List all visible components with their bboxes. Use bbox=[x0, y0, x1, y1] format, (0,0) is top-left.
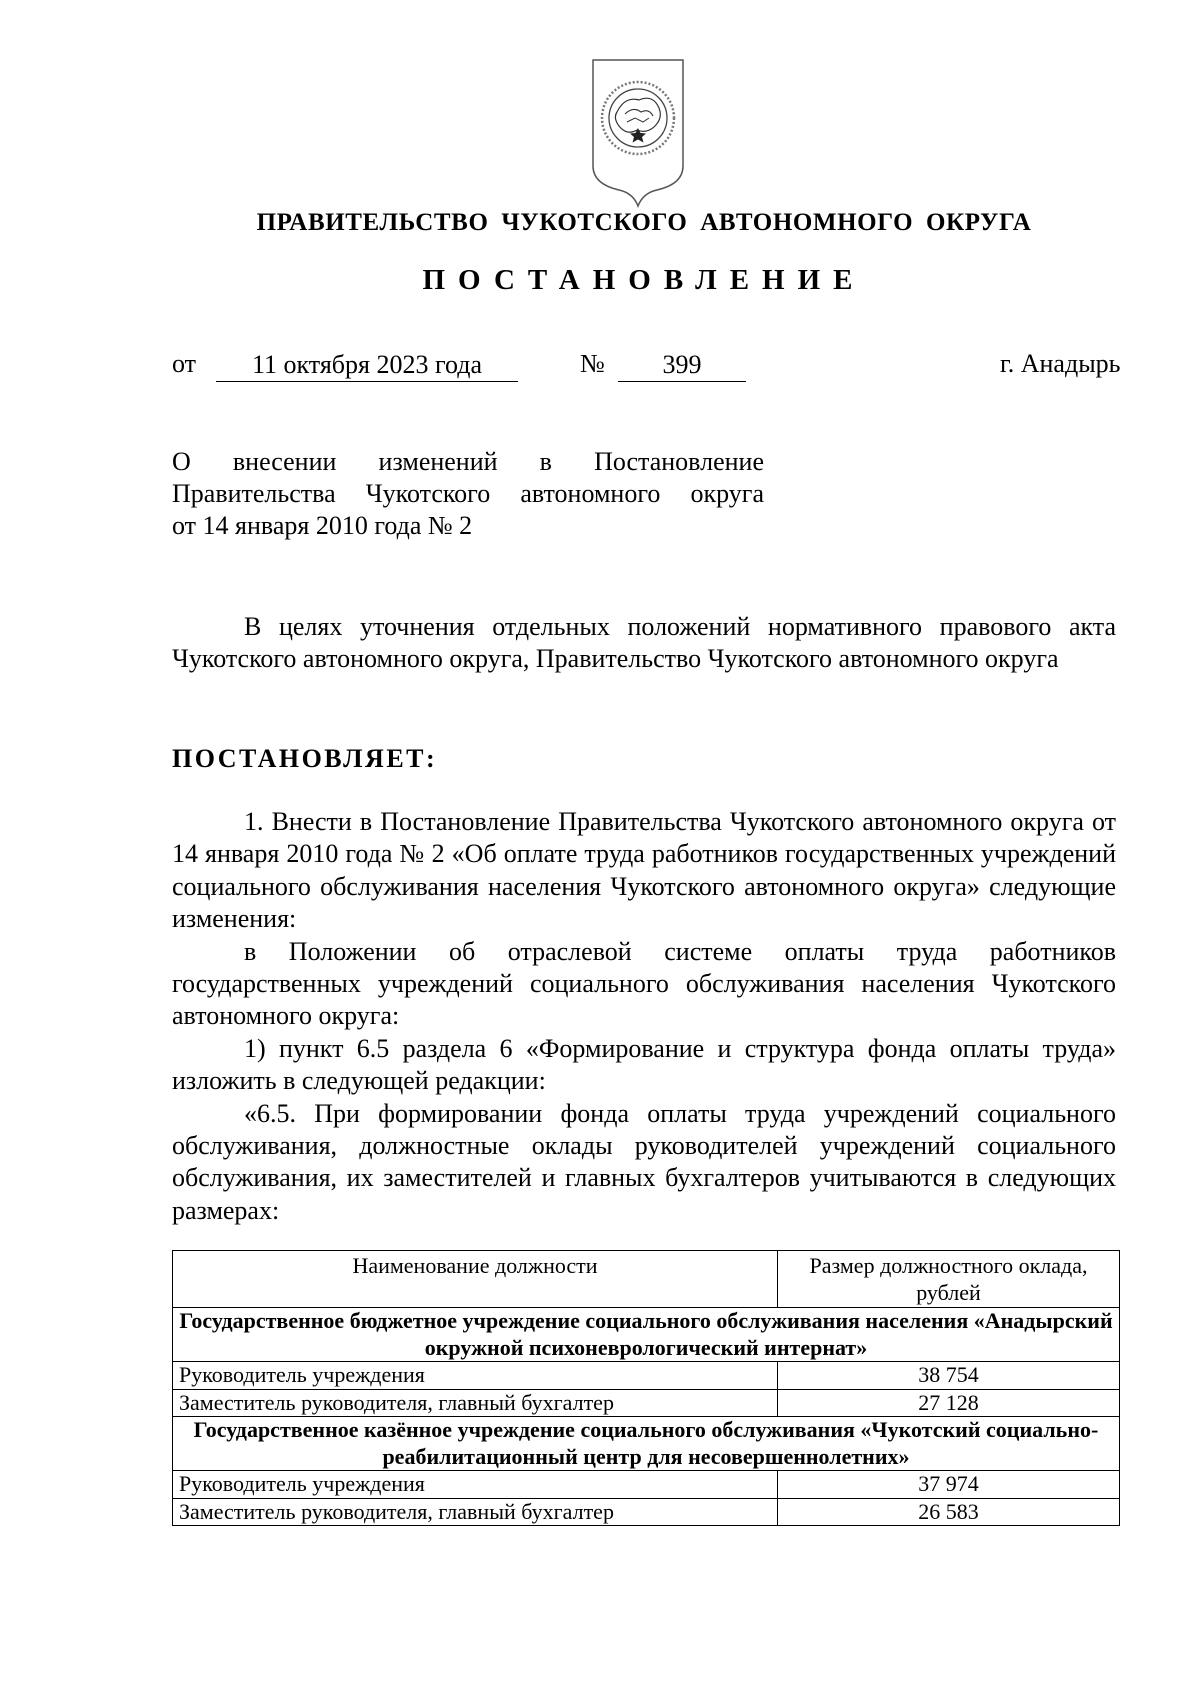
resolution-body bbox=[172, 806, 1116, 1227]
institution-title: Государственное бюджетное учреждение социального обслуживания населения «Анадырский окружной психоневрологический интернат» bbox=[173, 1308, 1120, 1362]
column-header-position: Наименование должности bbox=[173, 1251, 778, 1308]
document-number-text: 399 bbox=[662, 350, 702, 379]
document-subject bbox=[172, 446, 764, 542]
institution-title: Государственное казённое учреждение социального обслуживания «Чукотский социально-реабилитационный центр для несовершеннолетних» bbox=[173, 1417, 1120, 1471]
salary-cell: 38 754 bbox=[778, 1362, 1120, 1390]
resolves-heading: ПОСТАНОВЛЯЕТ: bbox=[172, 744, 438, 773]
subject-line: от 14 января 2010 года № 2 bbox=[172, 511, 473, 540]
subject-line: Правительства Чукотского автономного округа bbox=[172, 479, 764, 508]
position-cell: Заместитель руководителя, главный бухгалтер bbox=[173, 1498, 778, 1526]
document-number bbox=[618, 349, 746, 382]
document-type-title: ПОСТАНОВЛЕНИЕ bbox=[422, 264, 866, 296]
coat-of-arms-emblem bbox=[587, 56, 689, 208]
paragraph: 1) пункт 6.5 раздела 6 «Формирование и структура фонда оплаты труда» изложить в следующей редакции: bbox=[172, 1033, 1116, 1096]
salary-cell: 26 583 bbox=[778, 1498, 1120, 1526]
paragraph: в Положении об отраслевой системе оплаты труда работников государственных учреждений социального обслуживания населения Чукотского автономного округа: bbox=[172, 936, 1116, 1031]
position-cell: Заместитель руководителя, главный бухгалтер bbox=[173, 1389, 778, 1417]
table-row bbox=[173, 1498, 1120, 1526]
table-header-row bbox=[173, 1251, 1120, 1308]
table-row bbox=[173, 1362, 1120, 1390]
paragraph: «6.5. При формировании фонда оплаты труда учреждений социального обслуживания, должностные оклады руководителей учреждений социального обслуживания, их заместителей и главных бухгалтеров учитываются в следующих размерах: bbox=[172, 1098, 1116, 1225]
position-cell: Руководитель учреждения bbox=[173, 1471, 778, 1499]
preamble bbox=[172, 611, 1116, 676]
position-cell: Руководитель учреждения bbox=[173, 1362, 778, 1390]
preamble-text: В целях уточнения отдельных положений нормативного правового акта Чукотского автономного округа, Правительство Чукотского автономного округа bbox=[172, 612, 1116, 674]
document-meta-row bbox=[0, 349, 1200, 385]
table-group-row bbox=[173, 1308, 1120, 1362]
government-title: ПРАВИТЕЛЬСТВО ЧУКОТСКОГО АВТОНОМНОГО ОКРУГА bbox=[256, 209, 1032, 236]
salary-cell: 27 128 bbox=[778, 1389, 1120, 1417]
document-date-text: 11 октября 2023 года bbox=[251, 350, 483, 379]
subject-line: О внесении изменений в Постановление bbox=[172, 447, 764, 476]
document-city: г. Анадырь bbox=[1000, 349, 1121, 378]
table-row bbox=[173, 1389, 1120, 1417]
salary-cell: 37 974 bbox=[778, 1471, 1120, 1499]
salary-table bbox=[172, 1250, 1120, 1526]
paragraph: 1. Внести в Постановление Правительства Чукотского автономного округа от 14 января 2010 года № 2 «Об оплате труда работников государственных учреждений социального обслуживания населения Чукотского автономного округа» следующие изменения: bbox=[172, 807, 1116, 934]
table-row bbox=[173, 1471, 1120, 1499]
number-sign: № bbox=[580, 349, 605, 378]
table-group-row bbox=[173, 1417, 1120, 1471]
column-header-salary: Размер должностного оклада, рублей bbox=[778, 1251, 1120, 1308]
date-prefix: от bbox=[172, 349, 197, 378]
document-date bbox=[216, 349, 518, 382]
